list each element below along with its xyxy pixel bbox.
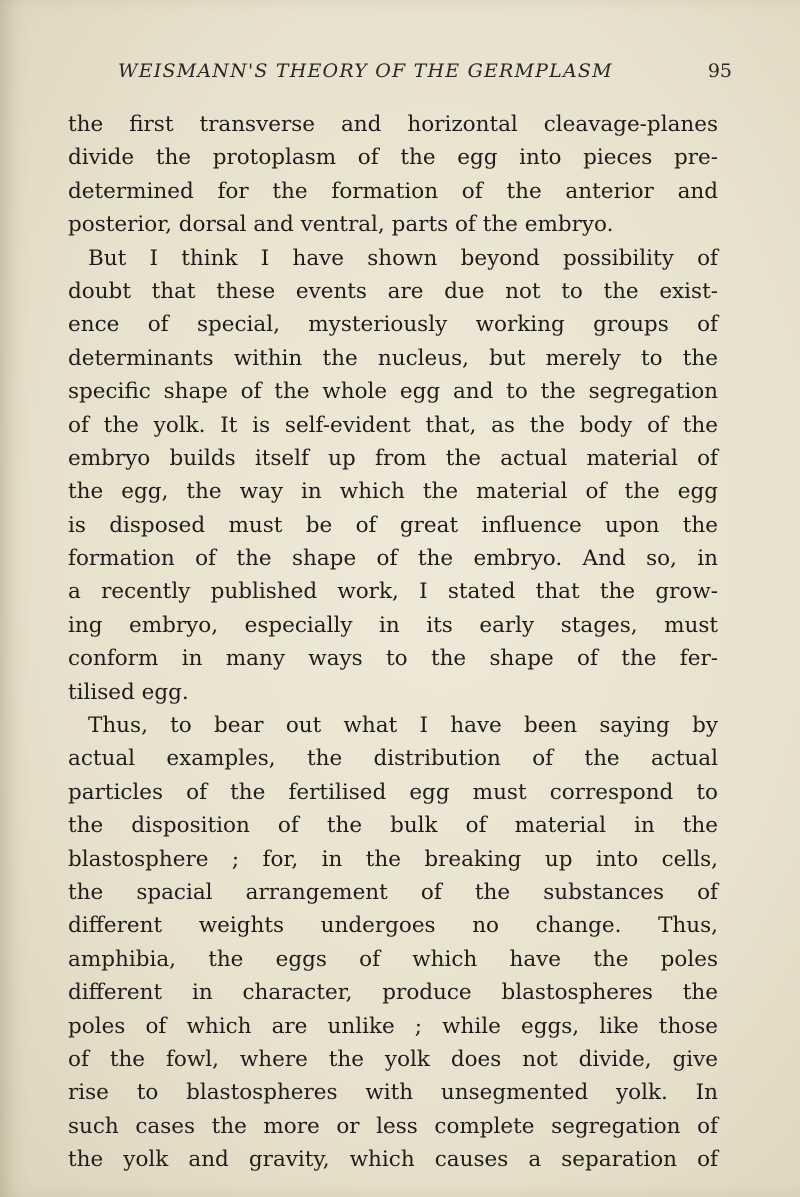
text-line: posterior, dorsal and ventral, parts of the embryo. <box>68 212 614 238</box>
text-line: determinants within the nucleus, but merely to the <box>68 345 718 371</box>
text-line: Thus, to bear out what I have been saying by <box>88 713 718 739</box>
text-line: tilised egg. <box>68 679 189 705</box>
text-line: determined for the formation of the anterior and <box>68 178 718 204</box>
text-line: particles of the fertilised egg must correspond to <box>68 779 718 805</box>
text-line: embryo builds itself up from the actual material of <box>68 445 718 471</box>
text-line: doubt that these events are due not to the exist- <box>68 278 718 304</box>
text-line: a recently published work, I stated that the grow- <box>68 579 718 605</box>
text-line: conform in many ways to the shape of the fer- <box>68 646 718 672</box>
text-line: blastosphere ; for, in the breaking up into cells, <box>68 846 718 872</box>
text-line: rise to blastospheres with unsegmented yolk. In <box>68 1080 718 1106</box>
text-line: poles of which are unlike ; while eggs, like those <box>68 1013 718 1039</box>
text-line: ence of special, mysteriously working groups of <box>68 312 718 338</box>
text-line: specific shape of the whole egg and to the segregation <box>68 379 718 405</box>
text-line: different weights undergoes no change. Thus, <box>68 913 718 939</box>
text-line: divide the protoplasm of the egg into pieces pre- <box>68 145 718 171</box>
text-line: formation of the shape of the embryo. And so, in <box>68 546 718 572</box>
text-line: But I think I have shown beyond possibility of <box>88 245 718 271</box>
text-line: the yolk and gravity, which causes a separation of <box>68 1147 718 1173</box>
text-line: ing embryo, especially in its early stages, must <box>68 612 718 638</box>
page-number: 95 <box>707 60 732 82</box>
text-line: the disposition of the bulk of material in the <box>68 813 718 839</box>
text-line: such cases the more or less complete segregation of <box>68 1113 718 1139</box>
text-line: the egg, the way in which the material of the egg <box>68 479 718 505</box>
text-line: actual examples, the distribution of the actual <box>68 746 718 772</box>
text-line: the spacial arrangement of the substances of <box>68 879 718 905</box>
text-line: of the fowl, where the yolk does not divide, give <box>68 1046 718 1072</box>
text-line: amphibia, the eggs of which have the poles <box>68 946 718 972</box>
text-line: the first transverse and horizontal cleavage-planes <box>68 112 718 137</box>
text-line: of the yolk. It is self-evident that, as the body of the <box>68 412 718 438</box>
running-head <box>68 60 780 94</box>
running-title: WEISMANN'S THEORY OF THE GERMPLASM <box>118 60 613 82</box>
text-line: is disposed must be of great influence upon the <box>68 512 718 538</box>
body-text <box>68 108 718 1177</box>
text-line: different in character, produce blastospheres the <box>68 980 718 1006</box>
